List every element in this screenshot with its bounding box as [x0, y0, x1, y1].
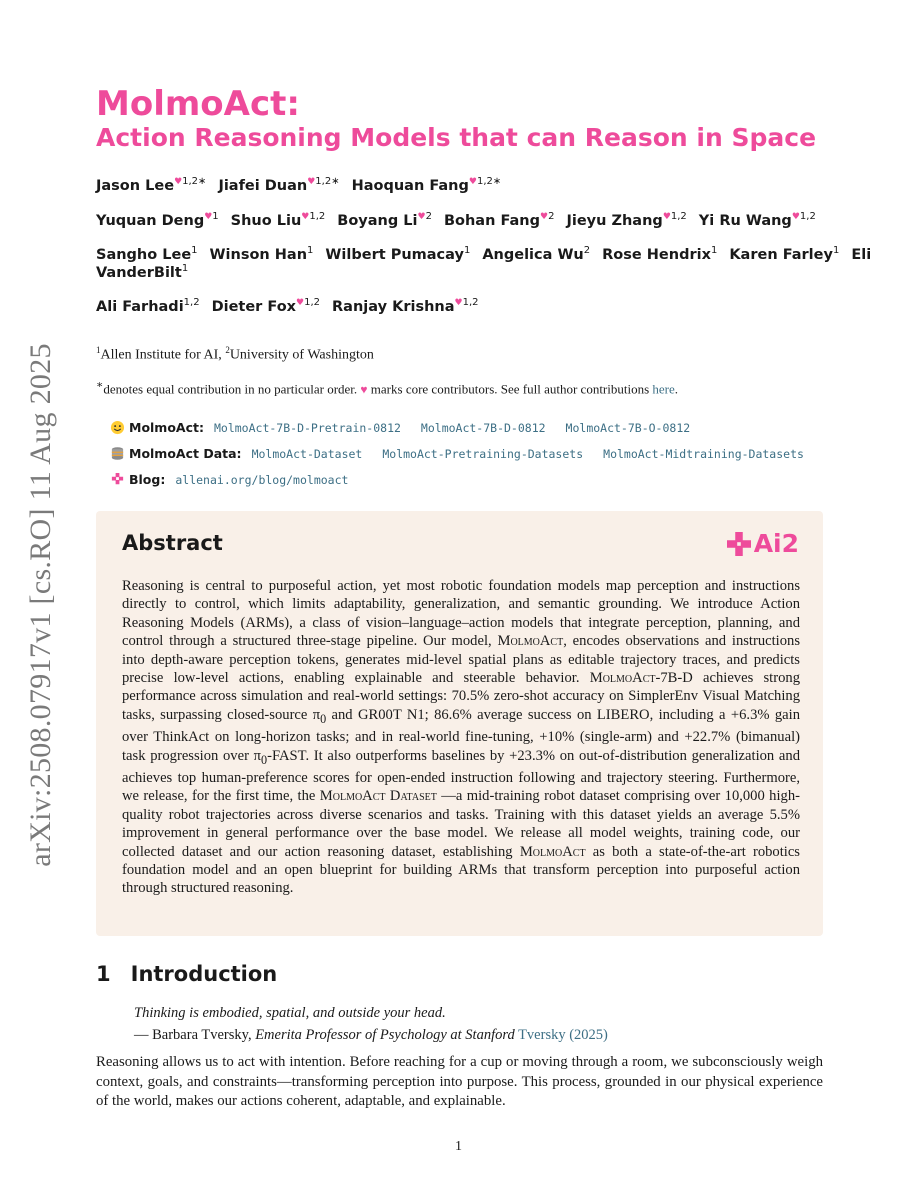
author-name: Yuquan Deng$^{♥1}$	[96, 211, 219, 229]
epigraph-attribution: — Barbara Tversky, Emerita Professor of Psychology at Stanford Tversky (2025)	[134, 1027, 608, 1043]
resource-row-model	[110, 420, 710, 435]
abstract-box	[96, 511, 823, 936]
author-name: Ranjay Krishna$^{♥1,2}$	[332, 297, 479, 315]
citation-link[interactable]: Tversky (2025)	[514, 1027, 608, 1043]
author-name: Ali Farhadi$^{1,2}$	[96, 297, 200, 315]
database-icon	[110, 446, 125, 461]
heart-icon: ♥	[468, 177, 477, 188]
author-name: Eli	[851, 247, 872, 263]
author-name: VanderBilt$^1$	[96, 263, 189, 281]
author-name: Winson Han$^1$	[209, 245, 314, 263]
heart-icon: ♥	[174, 177, 183, 188]
model-link[interactable]: MolmoAct-7B-O-0812	[565, 420, 691, 435]
dataset-link[interactable]: MolmoAct-Dataset	[251, 446, 363, 461]
author-name: Rose Hendrix$^1$	[602, 245, 718, 263]
author-name: Haoquan Fang$^{♥1,2∗}$	[351, 176, 502, 194]
author-name: Wilbert Pumacay$^1$	[325, 245, 471, 263]
author-name: Karen Farley$^1$	[729, 245, 840, 263]
blog-link[interactable]: allenai.org/blog/molmoact	[175, 472, 349, 487]
heart-icon: ♥	[360, 382, 368, 397]
author-name: Shuo Liu$^{♥1,2}$	[230, 211, 326, 229]
author-name: Jason Lee$^{♥1,2∗}$	[96, 176, 207, 194]
author-name: Boyang $Li^{♥2}$	[337, 211, 432, 229]
arxiv-identifier: arXiv:2508.07917v1 [cs.RO] 11 Aug 2025	[24, 343, 57, 867]
model-link[interactable]: MolmoAct-7B-D-0812	[420, 420, 546, 435]
heart-icon: ♥	[454, 298, 463, 309]
heart-icon: ♥	[204, 212, 213, 223]
author-name: Sangho Lee$^1$	[96, 245, 198, 263]
heart-icon: ♥	[540, 212, 549, 223]
model-link[interactable]: MolmoAct-7B-D-Pretrain-0812	[213, 420, 401, 435]
heart-icon: ♥	[662, 212, 671, 223]
authors-row-1	[96, 178, 513, 194]
heart-icon: ♥	[301, 212, 310, 223]
section-heading-introduction: 1 Introduction	[96, 962, 278, 986]
affiliations: $^1$Allen Institute for AI, $^2$University of Washington	[96, 345, 374, 363]
author-name: Dieter Fox$^{♥1,2}$	[211, 297, 320, 315]
introduction-paragraph: Reasoning allows us to act with intention. Before reaching for a cup or moving through a room, we subconsciously weigh context, goals, and constraints—transforming perception into purpose. This process, grounded in our physical experience of the world, makes our actions coherent, adaptable, and explainable.	[96, 1054, 823, 1109]
paper-title-subtitle: Action Reasoning Models that can Reason in Space	[96, 123, 817, 152]
hugging-face-icon	[110, 420, 125, 435]
author-name: Bohan Fang$^{♥2}$	[443, 211, 555, 229]
authors-row-3-continued	[96, 265, 200, 281]
heart-icon: ♥	[307, 177, 316, 188]
abstract-text: Reasoning is central to purposeful action, yet most robotic foundation models map perception and instructions directly to control, which limits adaptability, generalization, and semantic grounding. We introduce Action Reasoning Models (ARMs), a class of vision–language–action models that integrate perception, planning, and control through a structured three-stage pipeline. Our model, MolmoAct, encodes observations and instructions into depth-aware perception tokens, generates mid-level spatial plans as editable trajectory traces, and predicts precise low-level actions, enabling explainable and steerable behavior. MolmoAct-7B-D achieves strong performance across simulation and real-world settings: 70.5% zero-shot accuracy on SimplerEnv Visual Matching tasks, surpassing closed-source $\pi_0$ and GR00T N1; 86.6% average success on LIBERO, including a +6.3% gain over ThinkAct on long-horizon tasks; and in real-world fine-tuning, +10% (single-arm) and +22.7% (bimanual) task progression over $\pi_0$-FAST. It also outperforms baselines by +23.3% on out-of-distribution generalization and achieves top human-preference scores for open-ended instruction following and trajectory steering. Furthermore, we release, for the first time, the MolmoAct Dataset —a mid-training robot dataset comprising over 10,000 high-quality robot trajectories across diverse scenarios and tasks. Training with this dataset yields an average 5.5% improvement in general performance over the base model. We release all model weights, training code, our collected dataset and our action reasoning dataset, establishing MolmoAct as both a state-of-the-art robotics foundation model and an open blueprint for building ARMs that transform perception into purposeful action through structured reasoning.	[122, 578, 801, 897]
abstract-heading: Abstract	[122, 531, 223, 555]
dataset-link[interactable]: MolmoAct-Midtraining-Datasets	[603, 446, 804, 461]
resource-row-data	[110, 446, 824, 461]
resource-label: Blog:	[129, 472, 166, 487]
ai2-sparkle-icon	[110, 472, 125, 487]
page-number: 1	[455, 1139, 462, 1154]
author-name: Jiafei Duan$^{♥1,2∗}$	[218, 176, 340, 194]
heart-icon: ♥	[791, 212, 800, 223]
heart-icon: ♥	[296, 298, 305, 309]
dataset-link[interactable]: MolmoAct-Pretraining-Datasets	[382, 446, 584, 461]
ai2-logo-icon	[727, 532, 751, 556]
resource-row-blog	[110, 472, 368, 487]
authors-row-3	[96, 247, 883, 263]
author-name: Jieyu Zhang$^{♥1,2}$	[566, 211, 687, 229]
heart-icon: ♥	[417, 212, 426, 223]
contribution-note: ∗denotes equal contribution in no particular order. ♥ marks core contributors. See full author contributions here.	[96, 379, 679, 397]
contributions-link[interactable]: here	[652, 381, 675, 397]
author-name: Angelica Wu$^2$	[482, 245, 591, 263]
resource-label: MolmoAct Data:	[129, 446, 242, 461]
resource-label: MolmoAct:	[129, 420, 204, 435]
epigraph-quote: Thinking is embodied, spatial, and outside your head.	[134, 1005, 446, 1021]
authors-row-2	[96, 213, 828, 229]
author-name: Yi Ru Wang$^{♥1,2}$	[698, 211, 816, 229]
ai2-logo: Ai2	[727, 529, 799, 558]
authors-row-4	[96, 299, 490, 315]
paper-title-main: MolmoAct:	[96, 84, 300, 124]
